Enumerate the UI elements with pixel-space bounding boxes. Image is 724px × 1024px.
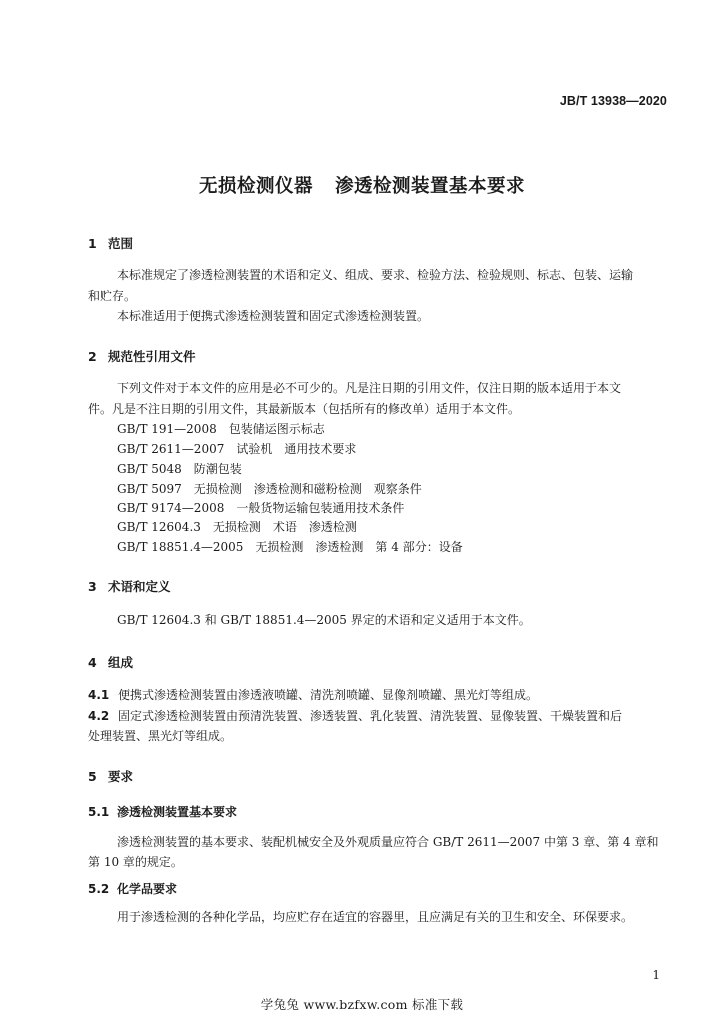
document-title — [0, 172, 724, 198]
title-part-1: 无损检测仪器 — [198, 176, 313, 197]
page-number: 1 — [652, 968, 660, 982]
clause-5-1-line-2: 第 10 章的规定。 — [88, 855, 183, 869]
clause-4-2-line-2: 处理装置、黑光灯等组成。 — [88, 729, 233, 743]
reference-item: GB/T 9174—2008 一般货物运输包装通用技术条件 — [117, 501, 405, 515]
section-3-paragraph: GB/T 12604.3 和 GB/T 18851.4—2005 界定的术语和定义适用于本文件。 — [117, 613, 531, 627]
clause-4-2: 4.2 固定式渗透检测装置由预清洗装置、渗透装置、乳化装置、清洗装置、显像装置、干燥装置和后 — [88, 709, 623, 723]
section-1-paragraph-1-line-2: 和贮存。 — [88, 289, 137, 303]
reference-item: GB/T 191—2008 包装储运图示标志 — [117, 422, 325, 436]
section-2-paragraph-line-2: 件。凡是不注日期的引用文件，其最新版本（包括所有的修改单）适用于本文件。 — [88, 402, 521, 416]
section-1-heading: 1 范围 — [88, 236, 134, 251]
section-4-heading: 4 组成 — [88, 655, 134, 670]
section-1-paragraph-1-line-1: 本标准规定了渗透检测装置的术语和定义、组成、要求、检验方法、检验规则、标志、包装、运输 — [117, 268, 634, 282]
section-2-paragraph-line-1: 下列文件对于本文件的应用是必不可少的。凡是注日期的引用文件，仅注日期的版本适用于本文 — [117, 381, 622, 395]
clause-4-1: 4.1 便携式渗透检测装置由渗透液喷罐、清洗剂喷罐、显像剂喷罐、黑光灯等组成。 — [88, 688, 539, 702]
reference-item: GB/T 2611—2007 试验机 通用技术要求 — [117, 442, 357, 456]
clause-5-2-paragraph: 用于渗透检测的各种化学品，均应贮存在适宜的容器里，且应满足有关的卫生和安全、环保要求。 — [117, 910, 634, 924]
clause-5-2-heading: 5.2 化学品要求 — [88, 882, 178, 896]
clause-5-1-heading: 5.1 渗透检测装置基本要求 — [88, 805, 238, 819]
clause-5-1-line-1: 渗透检测装置的基本要求、装配机械安全及外观质量应符合 GB/T 2611—2007 中第 3 章、第 4 章和 — [117, 835, 659, 849]
section-2-heading: 2 规范性引用文件 — [88, 349, 196, 364]
reference-item: GB/T 5097 无损检测 渗透检测和磁粉检测 观察条件 — [117, 482, 422, 496]
section-1-paragraph-2: 本标准适用于便携式渗透检测装置和固定式渗透检测装置。 — [117, 309, 430, 323]
section-3-heading: 3 术语和定义 — [88, 579, 171, 594]
reference-item: GB/T 18851.4—2005 无损检测 渗透检测 第 4 部分：设备 — [117, 540, 463, 554]
reference-item: GB/T 5048 防潮包装 — [117, 462, 242, 476]
standard-number: JB/T 13938—2020 — [559, 94, 667, 108]
section-5-heading: 5 要求 — [88, 769, 134, 784]
title-part-2: 渗透检测装置基本要求 — [335, 176, 526, 197]
reference-item: GB/T 12604.3 无损检测 术语 渗透检测 — [117, 520, 357, 534]
watermark-text: 学兔兔 www.bzfxw.com 标准下载 — [260, 997, 464, 1012]
